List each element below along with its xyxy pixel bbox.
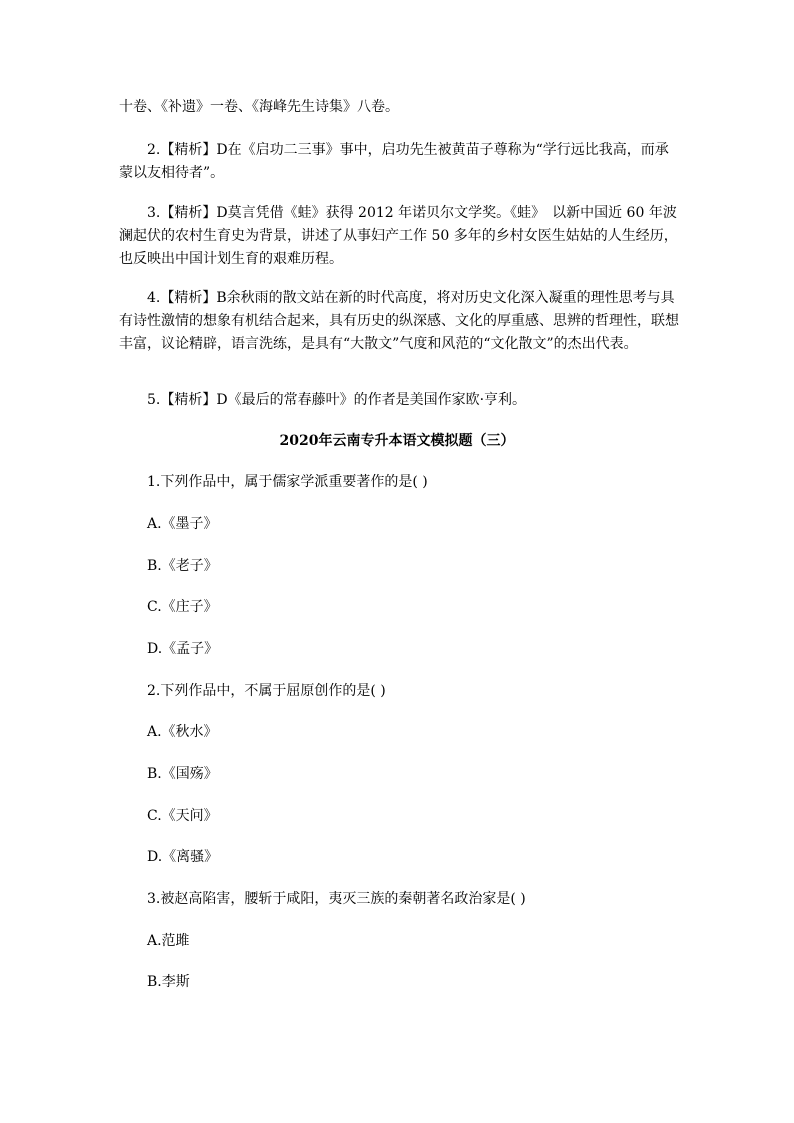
- answer-2: 2.【精析】D在《启功二三事》事中，启功先生被黄苗子尊称为“学行远比我高，而承蒙以友相待者”。: [119, 142, 669, 181]
- question-1-option-b: B.《老子》: [147, 558, 218, 574]
- answer-3: 3.【精析】D莫言凭借《蛙》获得 2012 年诺贝尔文学奖。《蛙》 以新中国近 60 年波澜起伏的农村生育史为背景，讲述了从事妇产工作 50 多年的乡村女医生姑姑的人生经历，也反映出中国计划生育的艰难历程。: [119, 205, 678, 267]
- question-2-option-c: C.《天问》: [147, 808, 218, 824]
- question-3-option-b: B.李斯: [147, 974, 190, 990]
- question-2-option-d: D.《离骚》: [147, 849, 219, 865]
- question-2-option-a: A.《秋水》: [147, 724, 218, 740]
- question-1-option-d: D.《孟子》: [147, 641, 219, 657]
- answer-5: 5.【精析】D《最后的常春藤叶》的作者是美国作家欧·亨利。: [147, 392, 527, 408]
- question-1-option-c: C.《庄子》: [147, 599, 218, 615]
- question-2-stem: 2.下列作品中，不属于屈原创作的是( ): [147, 683, 386, 699]
- answer-4: 4.【精析】B余秋雨的散文站在新的时代高度，将对历史文化深入凝重的理性思考与具有诗性激情的想象有机结合起来，具有历史的纵深感、文化的厚重感、思辨的哲理性，联想丰富，议论精辟，语言洗练，是具有“大散文”气度和风范的“文化散文”的杰出代表。: [119, 290, 679, 352]
- question-1-stem: 1.下列作品中，属于儒家学派重要著作的是( ): [147, 474, 428, 490]
- carryover-line: 十卷、《补遗》一卷、《海峰先生诗集》八卷。: [119, 99, 399, 115]
- question-3-stem: 3.被赵高陷害，腰斩于咸阳，夷灭三族的秦朝著名政治家是( ): [147, 891, 526, 907]
- section-title: 2020年云南专升本语文模拟题（三）: [279, 433, 515, 449]
- question-3-option-a: A.范雎: [147, 933, 190, 949]
- question-2-option-b: B.《国殇》: [147, 766, 218, 782]
- question-1-option-a: A.《墨子》: [147, 516, 218, 532]
